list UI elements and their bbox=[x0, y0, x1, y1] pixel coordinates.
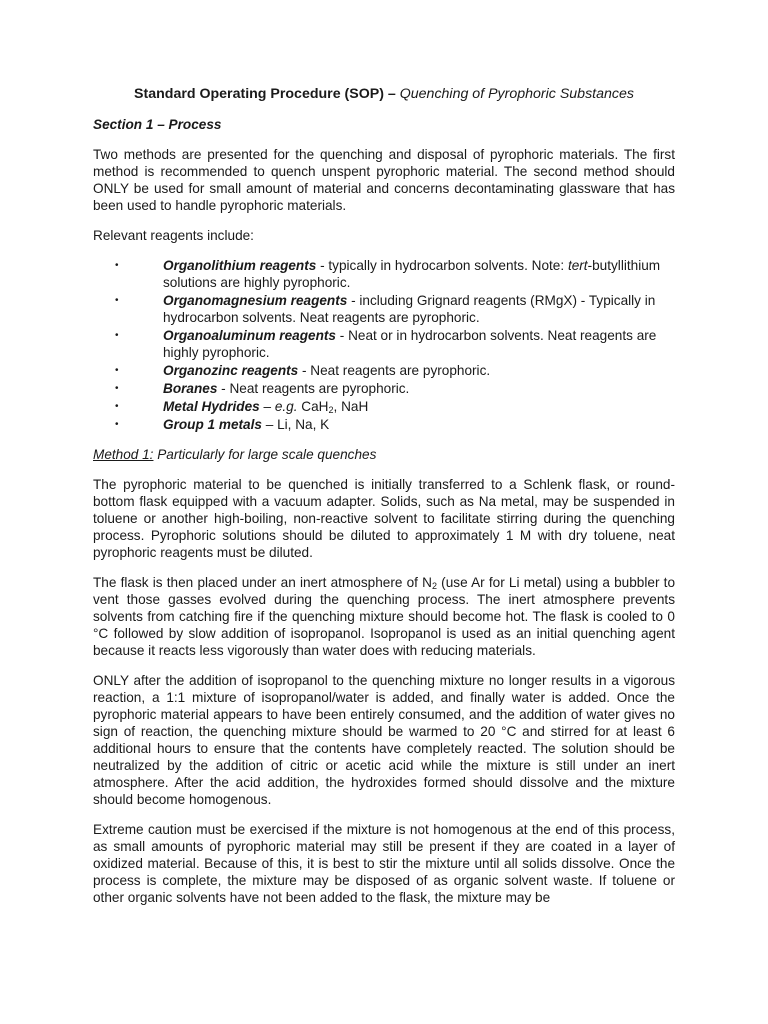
para2-a: The flask is then placed under an inert atmosphere of N bbox=[93, 575, 432, 590]
paragraph-transfer: The pyrophoric material to be quenched is initially transferred to a Schlenk flask, or round-bottom flask equipped with a vacuum adapter. Solids, such as Na metal, may be suspended in toluene or another high-boiling, non-reactive solvent to facilitate stirring during the quenching process. Pyrophoric solutions should be diluted to approximately 1 M with dry toluene, neat pyrophoric reagents must be diluted. bbox=[93, 477, 675, 560]
reagent-desc: - Neat or in hydrocarbon solvents. Neat reagents are highly pyrophoric. bbox=[163, 328, 657, 360]
reagent-name: Metal Hydrides bbox=[163, 399, 260, 414]
reagent-em: tert bbox=[567, 258, 588, 273]
reagent-desc-cont: , NaH bbox=[333, 399, 369, 414]
reagent-desc: - Neat reagents are pyrophoric. bbox=[217, 381, 410, 396]
relevant-reagents-label: Relevant reagents include: bbox=[93, 228, 254, 243]
reagent-desc: – Li, Na, K bbox=[261, 417, 330, 432]
paragraph-inert-atmosphere bbox=[93, 574, 675, 659]
reagent-desc-cont: -butyllithium solutions are highly pyrophoric. bbox=[163, 258, 661, 290]
para2-b: (use Ar for Li metal) using a bubbler to vent those gasses evolved during the quenching process. The inert atmosphere prevents solvents from catching fire if the quenching mixture should become hot. The flask is cooled to 0 °C followed by slow addition of isopropanol. Isopropanol is used as an initial quenching agent because it reacts less vigorously than water does with reducing materials. bbox=[93, 575, 676, 658]
list-item bbox=[93, 362, 675, 379]
list-item bbox=[93, 292, 675, 326]
reagent-formula: CaH bbox=[297, 399, 329, 414]
bullet-icon: • bbox=[115, 330, 119, 341]
method-label: Method 1: bbox=[93, 447, 154, 462]
reagent-name: Organolithium reagents bbox=[163, 258, 317, 273]
list-item bbox=[93, 257, 675, 291]
bullet-icon: • bbox=[115, 419, 119, 430]
bullet-icon: • bbox=[115, 383, 119, 394]
reagent-desc: - including Grignard reagents (RMgX) - Typically in hydrocarbon solvents. Neat reagents are pyrophoric. bbox=[163, 293, 656, 325]
subscript: 2 bbox=[431, 581, 437, 591]
bullet-icon: • bbox=[115, 260, 119, 271]
reagent-name: Organomagnesium reagents bbox=[163, 293, 348, 308]
bullet-icon: • bbox=[115, 295, 119, 306]
intro-paragraph: Two methods are presented for the quenching and disposal of pyrophoric materials. The first method is recommended to quench unspent pyrophoric material. The second method should ONLY be used for small amount of material and concerns decontaminating glassware that has been used to handle pyrophoric materials. bbox=[93, 147, 675, 213]
document-title bbox=[93, 86, 675, 103]
list-item bbox=[93, 380, 675, 397]
bullet-icon: • bbox=[115, 365, 119, 376]
bullet-icon: • bbox=[115, 401, 119, 412]
section-heading: Section 1 – Process bbox=[93, 117, 222, 132]
method-desc: Particularly for large scale quenches bbox=[153, 447, 377, 462]
reagent-name: Boranes bbox=[163, 381, 218, 396]
reagent-name: Group 1 metals bbox=[163, 417, 262, 432]
list-item bbox=[93, 416, 675, 433]
reagent-eg: e.g. bbox=[274, 399, 298, 414]
list-item bbox=[93, 398, 675, 415]
paragraph-caution: Extreme caution must be exercised if the mixture is not homogenous at the end of this process, as small amounts of pyrophoric material may still be present if they are coated in a layer of oxidized material. Because of this, it is best to stir the mixture until all solids dissolve. Once the process is complete, the mixture may be disposed of as organic solvent waste. If toluene or other organic solvents have not been added to the flask, the mixture may be bbox=[93, 822, 675, 905]
subscript: 2 bbox=[328, 405, 334, 415]
reagent-desc: - typically in hydrocarbon solvents. Note: bbox=[316, 258, 568, 273]
list-item bbox=[93, 327, 675, 361]
title-bold: Standard Operating Procedure (SOP) – bbox=[134, 86, 396, 102]
document-body bbox=[93, 86, 675, 919]
reagent-desc: - Neat reagents are pyrophoric. bbox=[298, 363, 491, 378]
reagent-name: Organozinc reagents bbox=[163, 363, 299, 378]
reagent-list bbox=[93, 257, 675, 433]
reagent-name: Organoaluminum reagents bbox=[163, 328, 336, 343]
reagent-dash: – bbox=[259, 399, 275, 414]
title-italic: Quenching of Pyrophoric Substances bbox=[399, 86, 634, 102]
paragraph-quench-sequence: ONLY after the addition of isopropanol to the quenching mixture no longer results in a vigorous reaction, a 1:1 mixture of isopropanol/water is added, and finally water is added. Once the pyrophoric material appears to have been entirely consumed, and the addition of water gives no sign of reaction, the quenching mixture should be warmed to 20 °C and stirred for at least 6 additional hours to ensure that the contents have completely reacted. The solution should be neutralized by the addition of citric or acetic acid while the mixture is still under an inert atmosphere. After the acid addition, the hydroxides formed should dissolve and the mixture should become homogenous. bbox=[93, 673, 675, 807]
method-heading bbox=[93, 446, 675, 463]
